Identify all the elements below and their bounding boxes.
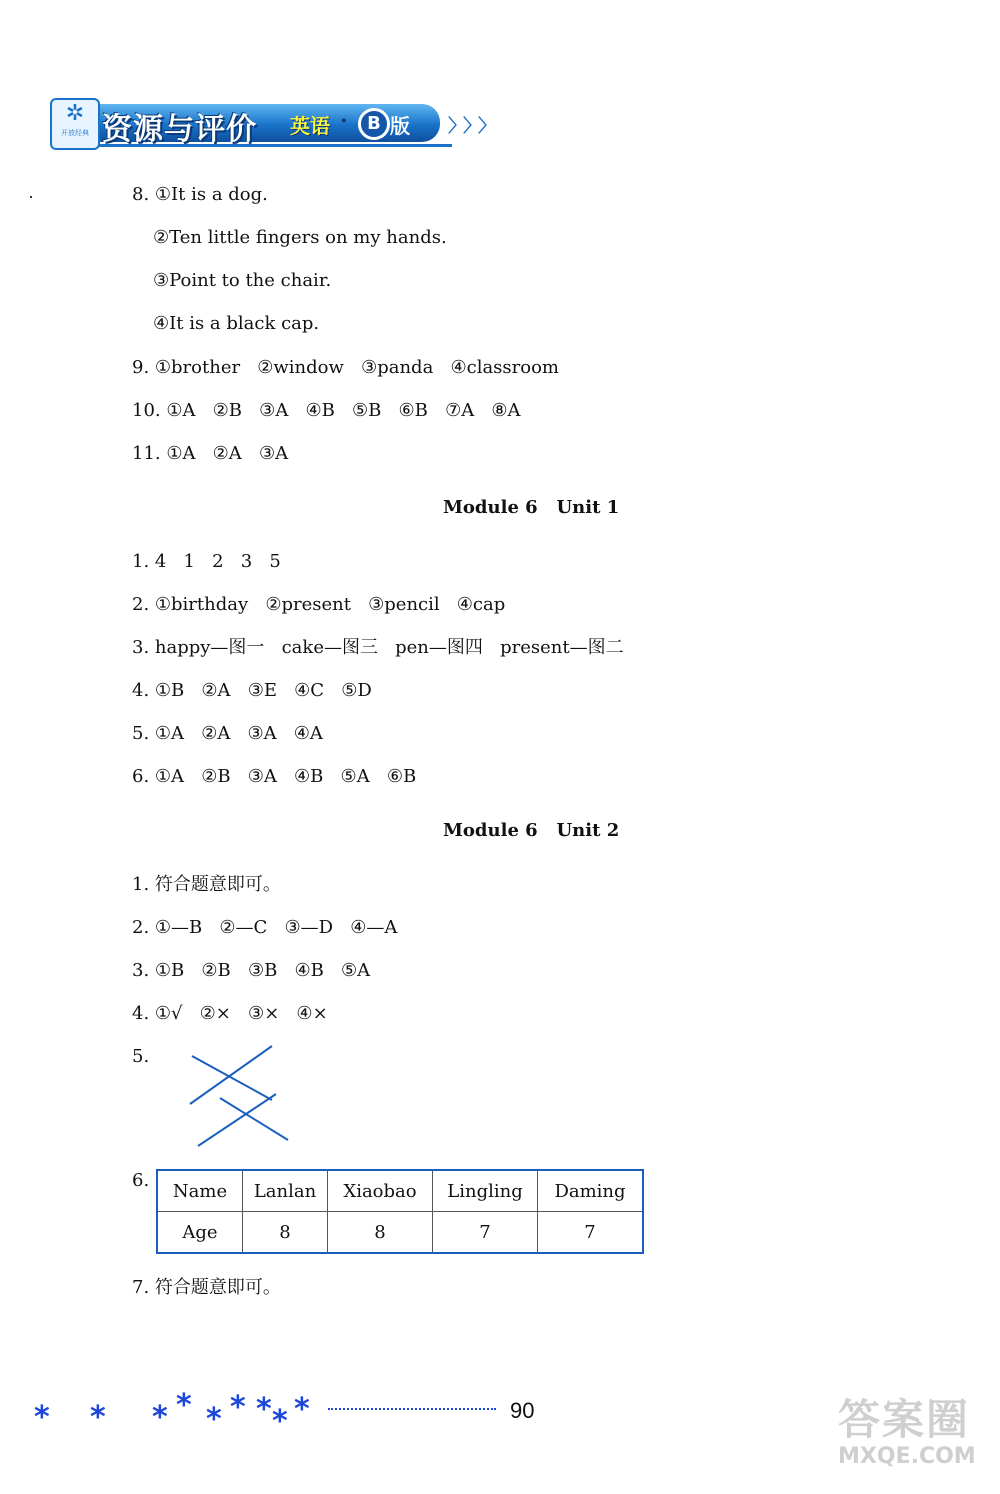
table-header-cell: Lingling bbox=[433, 1170, 538, 1212]
star-logo-icon: ✲ bbox=[65, 101, 85, 126]
answer-line: 11. ①A ②A ③A bbox=[132, 443, 289, 464]
footer-dotted-leader bbox=[328, 1408, 496, 1410]
question-number: 6. bbox=[132, 1170, 150, 1191]
section-heading: Module 6 Unit 2 bbox=[443, 820, 620, 841]
edition-badge: B bbox=[358, 108, 390, 140]
answer-line: ②Ten little fingers on my hands. bbox=[153, 227, 447, 248]
watermark-logo-text: 答案圈 bbox=[838, 1395, 971, 1444]
star-icon: * bbox=[34, 1400, 50, 1435]
table-header-cell: Daming bbox=[538, 1170, 644, 1212]
table-cell: 7 bbox=[538, 1212, 644, 1254]
banner-separator-dot: · bbox=[340, 108, 348, 134]
page-number: 90 bbox=[510, 1398, 535, 1423]
table-cell: 7 bbox=[433, 1212, 538, 1254]
star-icon: * bbox=[256, 1392, 272, 1427]
answer-line: 1. 符合题意即可。 bbox=[132, 874, 281, 895]
star-icon: * bbox=[272, 1404, 288, 1439]
watermark bbox=[838, 1396, 988, 1486]
star-icon: * bbox=[176, 1388, 192, 1423]
answer-line: ④It is a black cap. bbox=[153, 313, 320, 334]
watermark-url: MXQE.COM bbox=[838, 1444, 976, 1469]
table-header-cell: Name bbox=[157, 1170, 243, 1212]
table-cell: 8 bbox=[328, 1212, 433, 1254]
table-header-cell: Lanlan bbox=[243, 1170, 328, 1212]
answer-line: 10. ①A ②B ③A ④B ⑤B ⑥B ⑦A ⑧A bbox=[132, 400, 521, 421]
edition-suffix: 版 bbox=[390, 114, 410, 138]
answer-line: 3. happy—图一 cake—图三 pen—图四 present—图二 bbox=[132, 637, 624, 658]
chevron-right-icons: 〉〉〉 bbox=[448, 116, 502, 137]
answer-line: 9. ①brother ②window ③panda ④classroom bbox=[132, 357, 559, 378]
table-row bbox=[157, 1212, 643, 1254]
matching-lines-figure bbox=[180, 1042, 300, 1152]
answer-line: 7. 符合题意即可。 bbox=[132, 1277, 281, 1298]
age-table bbox=[156, 1169, 644, 1254]
header-banner bbox=[50, 98, 502, 150]
logo-caption: 开放经典 bbox=[61, 129, 89, 137]
table-row bbox=[157, 1170, 643, 1212]
table-header-cell: Xiaobao bbox=[328, 1170, 433, 1212]
table-cell: 8 bbox=[243, 1212, 328, 1254]
star-icon: * bbox=[90, 1400, 106, 1435]
answer-line: 2. ①—B ②—C ③—D ④—A bbox=[132, 917, 398, 938]
answer-line: 5. ①A ②A ③A ④A bbox=[132, 723, 323, 744]
section-heading: Module 6 Unit 1 bbox=[443, 497, 620, 518]
matching-line bbox=[190, 1046, 272, 1104]
footer-star-decoration bbox=[34, 1388, 334, 1438]
answer-line: 1. 4 1 2 3 5 bbox=[132, 551, 281, 572]
star-icon: * bbox=[206, 1402, 222, 1437]
stray-mark bbox=[30, 196, 32, 198]
answer-line: 4. ①B ②A ③E ④C ⑤D bbox=[132, 680, 372, 701]
answer-line: 4. ①√ ②× ③× ④× bbox=[132, 1003, 328, 1024]
star-icon: * bbox=[294, 1392, 310, 1427]
star-icon: * bbox=[152, 1400, 168, 1435]
answer-line: ③Point to the chair. bbox=[153, 270, 332, 291]
answer-line: 2. ①birthday ②present ③pencil ④cap bbox=[132, 594, 506, 615]
matching-line bbox=[220, 1098, 288, 1140]
table-cell: Age bbox=[157, 1212, 243, 1254]
book-title: 资源与评价 bbox=[102, 112, 257, 147]
answer-line: 3. ①B ②B ③B ④B ⑤A bbox=[132, 960, 371, 981]
answer-line: 6. ①A ②B ③A ④B ⑤A ⑥B bbox=[132, 766, 417, 787]
star-icon: * bbox=[230, 1390, 246, 1425]
publisher-logo bbox=[50, 98, 100, 150]
question-number: 5. bbox=[132, 1046, 150, 1067]
answer-line: 8. ①It is a dog. bbox=[132, 184, 268, 205]
matching-line bbox=[198, 1094, 276, 1146]
book-subject: 英语 bbox=[290, 114, 330, 138]
